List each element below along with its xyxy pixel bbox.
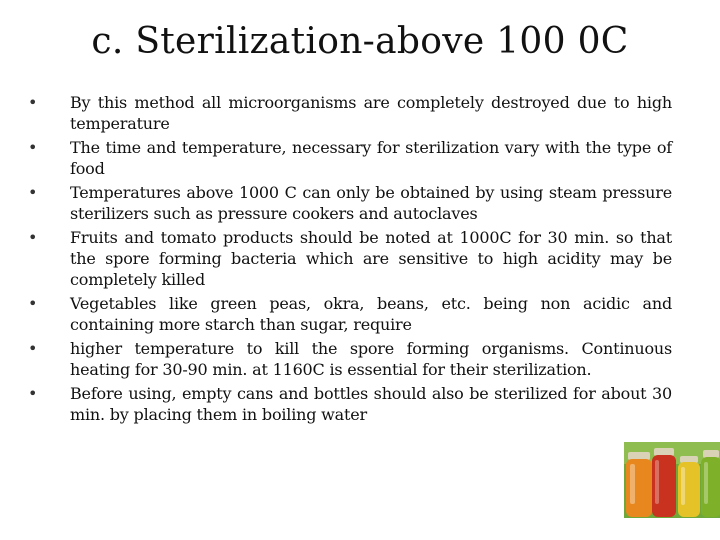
- bullet-icon: •: [28, 384, 38, 403]
- bullet-item: [28, 182, 672, 224]
- preserved-food-jars-image: [624, 442, 720, 518]
- bullet-item: [28, 383, 672, 425]
- jars-illustration: [624, 442, 720, 518]
- jar-shine: [681, 467, 685, 505]
- bullet-text: Fruits and tomato products should be noted at 1000C for 30 min. so that the spore forming bacteria which are sensitive to high acidity may be completely killed: [70, 228, 672, 289]
- bullet-icon: •: [28, 339, 38, 358]
- bullet-text: Vegetables like green peas, okra, beans, etc. being non acidic and containing more starch than sugar, require: [70, 294, 672, 334]
- jar-green: [701, 457, 720, 517]
- bullet-icon: •: [28, 138, 38, 157]
- jar-lid: [628, 452, 650, 460]
- bullet-text: Temperatures above 1000 C can only be obtained by using steam pressure sterilizers such as pressure cookers and autoclaves: [70, 183, 672, 223]
- bullet-text: Before using, empty cans and bottles should also be sterilized for about 30 min. by placing them in boiling water: [70, 384, 672, 424]
- jar-shine: [630, 464, 635, 504]
- bullet-item: [28, 293, 672, 335]
- slide-title: c. Sterilization-above 100 0C: [91, 21, 629, 62]
- bullet-text: By this method all microorganisms are completely destroyed due to high temperature: [70, 93, 672, 133]
- jar-orange: [626, 459, 652, 517]
- jar-lid: [703, 450, 719, 458]
- bullet-item: [28, 338, 672, 380]
- bullet-icon: •: [28, 294, 38, 313]
- bullet-icon: •: [28, 183, 38, 202]
- jar-lid: [654, 448, 674, 456]
- bullet-text: The time and temperature, necessary for sterilization vary with the type of food: [70, 138, 672, 178]
- bullet-item: [28, 92, 672, 134]
- jar-shine: [704, 462, 708, 504]
- bullet-icon: •: [28, 228, 38, 247]
- bullet-list: [28, 92, 672, 428]
- jar-shine: [655, 460, 659, 504]
- bullet-item: [28, 227, 672, 290]
- jar-lid: [680, 456, 698, 463]
- bullet-icon: •: [28, 93, 38, 112]
- bullet-item: [28, 137, 672, 179]
- bullet-text: higher temperature to kill the spore forming organisms. Continuous heating for 30-90 min. at 1160C is essential for their sterilization.: [70, 339, 672, 379]
